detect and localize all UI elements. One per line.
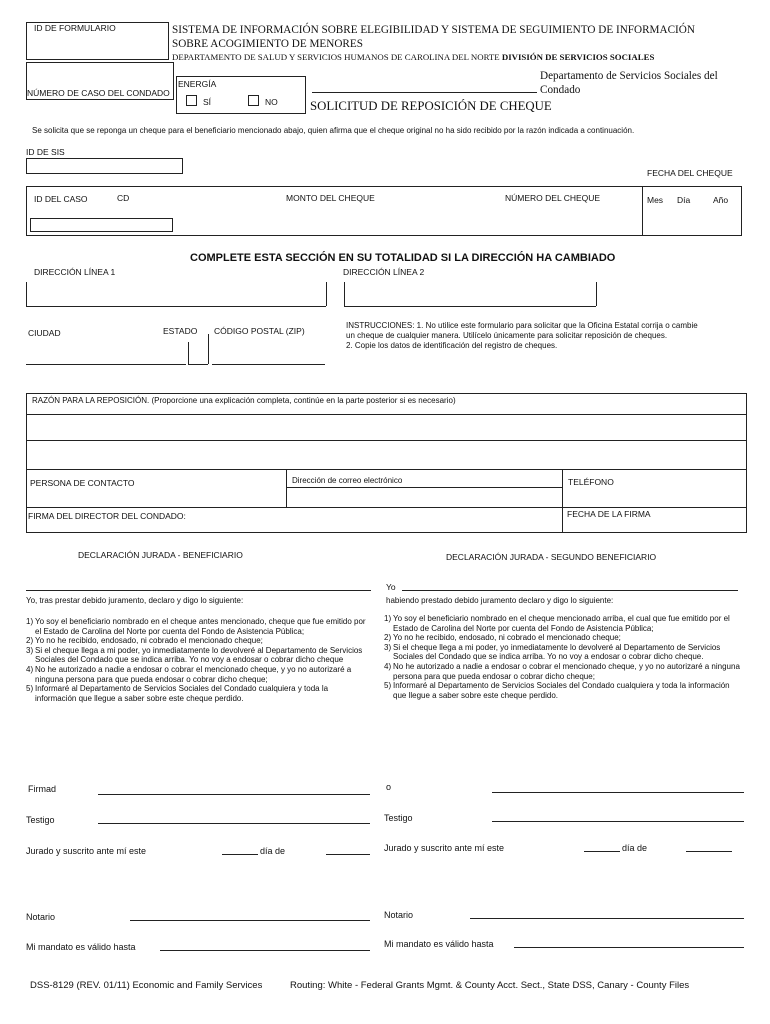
affidavit-right-oath-item-text: No he autorizado a nadie a endosar o cobrar el mencionado cheque, y yo no autorizaré a ninguna persona para que pueda endosar o cobrar dicho cheque; bbox=[393, 661, 740, 681]
commission-right-label: Mi mandato es válido hasta bbox=[384, 939, 494, 949]
sworn-left-day-line bbox=[222, 854, 258, 855]
affidavit-left-oath-item bbox=[26, 665, 366, 684]
energy-no-checkbox[interactable] bbox=[248, 95, 259, 106]
affidavit-left-oath-item-text: Yo no he recibido, endosado, ni cobrado el mencionado cheque; bbox=[35, 636, 263, 646]
signed-left-line bbox=[98, 794, 370, 795]
director-signature-label: FIRMA DEL DIRECTOR DEL CONDADO: bbox=[28, 511, 186, 521]
address-section-title: COMPLETE ESTA SECCIÓN EN SU TOTALIDAD SI LA DIRECCIÓN HA CAMBIADO bbox=[190, 252, 616, 264]
energy-no-label: NO bbox=[265, 97, 278, 107]
affidavit-left-oath-item bbox=[26, 684, 366, 703]
address-line2-label: DIRECCIÓN LÍNEA 2 bbox=[343, 267, 425, 277]
department-line bbox=[172, 52, 654, 62]
reason-line-1[interactable] bbox=[27, 415, 746, 440]
city-rule bbox=[26, 364, 186, 365]
check-amount-label: MONTO DEL CHEQUE bbox=[286, 193, 375, 203]
affidavit-right-oath-item-number: 3) bbox=[384, 642, 392, 652]
affidavit-left-oath-item bbox=[26, 636, 366, 646]
county-dept-line1: Departamento de Servicios Sociales del bbox=[540, 70, 718, 82]
form-id-field[interactable] bbox=[27, 34, 168, 59]
notary-left-field[interactable] bbox=[130, 905, 370, 919]
sworn-left-day-field[interactable] bbox=[222, 841, 258, 853]
sis-id-field[interactable] bbox=[26, 158, 183, 174]
case-id-label: ID DEL CASO bbox=[34, 194, 88, 204]
address-line2-field[interactable] bbox=[346, 282, 594, 304]
signature-date-label: FECHA DE LA FIRMA bbox=[567, 509, 651, 519]
affidavit-left-oath-item-number: 1) bbox=[26, 617, 34, 626]
county-name-line bbox=[312, 92, 537, 93]
signature-date-field[interactable] bbox=[563, 519, 746, 532]
director-signature-field[interactable] bbox=[200, 508, 560, 532]
notary-right-field[interactable] bbox=[470, 903, 744, 917]
affidavit-left-oath-item-text: Informaré al Departamento de Servicios Sociales del Condado cualquiera y toda la información que llegue a saber sobre este cheque perdido. bbox=[35, 684, 329, 703]
affidavit-right-oath-item-number: 4) bbox=[384, 661, 392, 671]
state-field[interactable] bbox=[189, 342, 207, 363]
county-case-label: NÚMERO DE CASO DEL CONDADO bbox=[27, 88, 170, 98]
witness-left-line bbox=[98, 823, 370, 824]
system-title-line2: SOBRE ACOGIMIENTO DE MENORES bbox=[172, 38, 363, 50]
check-date-field[interactable] bbox=[645, 208, 739, 232]
county-case-field[interactable] bbox=[27, 63, 173, 87]
signed-right-label: o bbox=[386, 782, 392, 792]
check-number-field[interactable] bbox=[470, 206, 635, 228]
sis-id-label: ID DE SIS bbox=[26, 147, 65, 157]
address-line1-left-tick bbox=[26, 282, 27, 306]
intro-text: Se solicita que se reponga un cheque para el beneficiario mencionado abajo, quien afirma que el cheque original no ha sido recibido por la razón indicada a continuación. bbox=[32, 126, 635, 135]
sworn-left-month-field[interactable] bbox=[326, 841, 370, 853]
affidavit-left-oath-item bbox=[26, 646, 366, 665]
sworn-right-month-line bbox=[686, 851, 732, 852]
case-id-field[interactable] bbox=[30, 218, 173, 232]
sworn-right-day-field[interactable] bbox=[584, 838, 620, 850]
zip-label: CÓDIGO POSTAL (ZIP) bbox=[214, 326, 305, 336]
affidavit-right-oath-item-number: 5) bbox=[384, 681, 392, 691]
affidavit-left-name-line bbox=[26, 590, 371, 591]
city-field[interactable] bbox=[26, 340, 186, 362]
signed-left-field[interactable] bbox=[98, 778, 370, 793]
email-field[interactable] bbox=[287, 488, 561, 505]
affidavit-left-oath-item bbox=[26, 617, 366, 636]
signed-left-label: Firmad bbox=[28, 784, 57, 794]
affidavit-left-list bbox=[26, 617, 366, 703]
affidavit-left-oath-item-number: 3) bbox=[26, 645, 34, 655]
affidavit-right-name-field[interactable] bbox=[402, 576, 738, 590]
commission-left-field[interactable] bbox=[160, 935, 370, 949]
department-name: DEPARTAMENTO DE SALUD Y SERVICIOS HUMANOS DE CAROLINA DEL NORTE bbox=[172, 52, 500, 62]
affidavit-right-oath-item bbox=[384, 643, 744, 662]
affidavit-right-intro: habiendo prestado debido juramento declaro y digo lo siguiente: bbox=[386, 596, 614, 605]
affidavit-right-yo: Yo bbox=[386, 582, 396, 592]
address-line1-rule bbox=[26, 306, 326, 307]
day-label: Día bbox=[677, 195, 691, 205]
sworn-right-day-line bbox=[584, 851, 620, 852]
contact-person-label: PERSONA DE CONTACTO bbox=[30, 478, 135, 488]
energy-yes-label: SÍ bbox=[203, 97, 212, 107]
zip-field[interactable] bbox=[212, 340, 325, 362]
signed-right-field[interactable] bbox=[492, 776, 744, 791]
affidavit-right-oath-item-text: Yo soy el beneficiario nombrado en el cheque mencionado arriba, el cual que fue emitido por el Estado de Carolina del Norte por cuenta del Fondo de Asistencia Pública; bbox=[393, 614, 730, 633]
instructions-line1: INSTRUCCIONES: 1. No utilice este formulario para solicitar que la Oficina Estatal corrija o cambie bbox=[346, 321, 698, 330]
energy-yes-checkbox[interactable] bbox=[186, 95, 197, 106]
reason-label: RAZÓN PARA LA REPOSICIÓN. (Proporcione una explicación completa, continúe en la parte posterior si es necesario) bbox=[32, 396, 456, 405]
month-label: Mes bbox=[647, 195, 664, 205]
affidavit-right-oath-item bbox=[384, 614, 744, 633]
affidavit-right-oath-item-number: 2) bbox=[384, 633, 392, 643]
address-line1-right-tick bbox=[326, 282, 327, 306]
affidavit-right-oath-item bbox=[384, 662, 744, 681]
footer-form-number: DSS-8129 (REV. 01/11) Economic and Family Services bbox=[30, 980, 263, 991]
witness-right-field[interactable] bbox=[492, 806, 744, 820]
energy-label: ENERGÍA bbox=[178, 79, 217, 89]
address-line1-label: DIRECCIÓN LÍNEA 1 bbox=[34, 267, 116, 277]
reason-rule-3 bbox=[26, 469, 747, 470]
county-name-field[interactable] bbox=[312, 78, 537, 92]
commission-left-line bbox=[160, 950, 370, 951]
day-of-left-label: día de bbox=[260, 846, 286, 856]
witness-left-field[interactable] bbox=[98, 808, 370, 822]
check-number-label: NÚMERO DEL CHEQUE bbox=[505, 193, 601, 203]
affidavit-left-oath-item-text: Yo soy el beneficiario nombrado en el cheque antes mencionado, cheque que fue emitido por el Estado de Carolina del Norte por cuenta del Fondo de Asistencia Pública; bbox=[35, 617, 366, 636]
affidavit-left-oath-item-text: Si el cheque llega a mi poder, yo inmediatamente lo devolveré al Departamento de Servicios Sociales del Condado que se indica arriba. Yo no voy a endosar o cobrar dicho cheque bbox=[35, 645, 363, 665]
affidavit-left-title: DECLARACIÓN JURADA - BENEFICIARIO bbox=[78, 550, 243, 560]
address-line2-rule bbox=[344, 306, 596, 307]
commission-right-line bbox=[514, 947, 744, 948]
notary-left-line bbox=[130, 920, 370, 921]
form-title: SOLICITUD DE REPOSICIÓN DE CHEQUE bbox=[310, 99, 552, 113]
instructions-line2: un cheque de cualquier manera. Utilícelo únicamente para solicitar reposición de cheques. bbox=[346, 331, 668, 340]
address-line2-left-tick bbox=[344, 282, 345, 306]
affidavit-right-title: DECLARACIÓN JURADA - SEGUNDO BENEFICIARIO bbox=[446, 552, 657, 562]
notary-left-label: Notario bbox=[26, 912, 56, 922]
sworn-right-month-field[interactable] bbox=[686, 838, 732, 850]
check-date-label: FECHA DEL CHEQUE bbox=[647, 168, 733, 178]
date-divider bbox=[642, 186, 643, 236]
affidavit-left-oath-item-number: 5) bbox=[26, 684, 34, 694]
county-dept-line2: Condado bbox=[540, 84, 581, 96]
witness-right-line bbox=[492, 821, 744, 822]
address-line2-right-tick bbox=[596, 282, 597, 306]
affidavit-left-oath-item-text: No he autorizado a nadie a endosar o cobrar el mencionado cheque, y yo no autorizaré a ninguna persona para que pueda endosar o cobrar dicho cheque; bbox=[35, 664, 352, 684]
sworn-right-label: Jurado y suscrito ante mí este bbox=[384, 843, 505, 853]
sworn-left-month-line bbox=[326, 854, 370, 855]
phone-field[interactable] bbox=[563, 488, 746, 505]
city-label: CIUDAD bbox=[28, 328, 61, 338]
affidavit-right-oath-item bbox=[384, 681, 744, 700]
state-rule bbox=[188, 364, 208, 365]
division-name: DIVISIÓN DE SERVICIOS SOCIALES bbox=[501, 52, 655, 62]
affidavit-right-oath-item-text: Informaré al Departamento de Servicios Sociales del Condado cualquiera y toda la información que llegue a saber sobre este cheque perdido. bbox=[393, 681, 730, 700]
system-title-line1: SISTEMA DE INFORMACIÓN SOBRE ELEGIBILIDAD Y SISTEMA DE SEGUIMIENTO DE INFORMACIÓN bbox=[172, 24, 695, 36]
contact-person-field[interactable] bbox=[27, 488, 285, 505]
reason-line-2[interactable] bbox=[27, 441, 746, 469]
notary-right-line bbox=[470, 918, 744, 919]
affidavit-right-oath-item bbox=[384, 633, 744, 643]
affidavit-right-oath-item-text: Si el cheque llega a mi poder, yo inmediatamente lo devolveré al Departamento de Servicios Sociales del Condado que se indica arriba. Yo no voy a endosar o cobrar dicho cheque. bbox=[393, 642, 721, 662]
affidavit-left-oath-item-number: 2) bbox=[26, 636, 34, 646]
check-amount-field[interactable] bbox=[250, 206, 430, 228]
affidavit-right-oath-item-text: Yo no he recibido, endosado, ni cobrado el mencionado cheque; bbox=[393, 633, 621, 643]
address-line1-field[interactable] bbox=[28, 282, 324, 304]
commission-left-label: Mi mandato es válido hasta bbox=[26, 942, 136, 952]
witness-right-label: Testigo bbox=[384, 813, 413, 823]
signed-right-line bbox=[492, 792, 744, 793]
form-id-label: ID DE FORMULARIO bbox=[34, 23, 116, 33]
affidavit-left-intro: Yo, tras prestar debido juramento, declaro y digo lo siguiente: bbox=[26, 596, 244, 605]
instructions-line3: 2. Copie los datos de identificación del registro de cheques. bbox=[346, 341, 558, 350]
state-label: ESTADO bbox=[163, 326, 198, 336]
day-of-right-label: día de bbox=[622, 843, 648, 853]
email-label: Dirección de correo electrónico bbox=[292, 476, 403, 485]
year-label: Año bbox=[713, 195, 729, 205]
affidavit-left-name-field[interactable] bbox=[26, 575, 371, 589]
commission-right-field[interactable] bbox=[514, 932, 744, 946]
affidavit-right-oath-item-number: 1) bbox=[384, 614, 392, 623]
affidavit-left-oath-item-number: 4) bbox=[26, 664, 34, 674]
phone-label: TELÉFONO bbox=[568, 477, 614, 487]
affidavit-right-name-line bbox=[402, 590, 738, 591]
cd-label: CD bbox=[117, 193, 130, 203]
footer-routing: Routing: White - Federal Grants Mgmt. & County Acct. Sect., State DSS, Canary - County Files bbox=[290, 980, 690, 991]
zip-rule bbox=[212, 364, 325, 365]
witness-left-label: Testigo bbox=[26, 815, 55, 825]
sworn-left-label: Jurado y suscrito ante mí este bbox=[26, 846, 147, 856]
affidavit-right-list bbox=[384, 614, 744, 700]
state-right-tick bbox=[208, 334, 209, 364]
notary-right-label: Notario bbox=[384, 910, 414, 920]
